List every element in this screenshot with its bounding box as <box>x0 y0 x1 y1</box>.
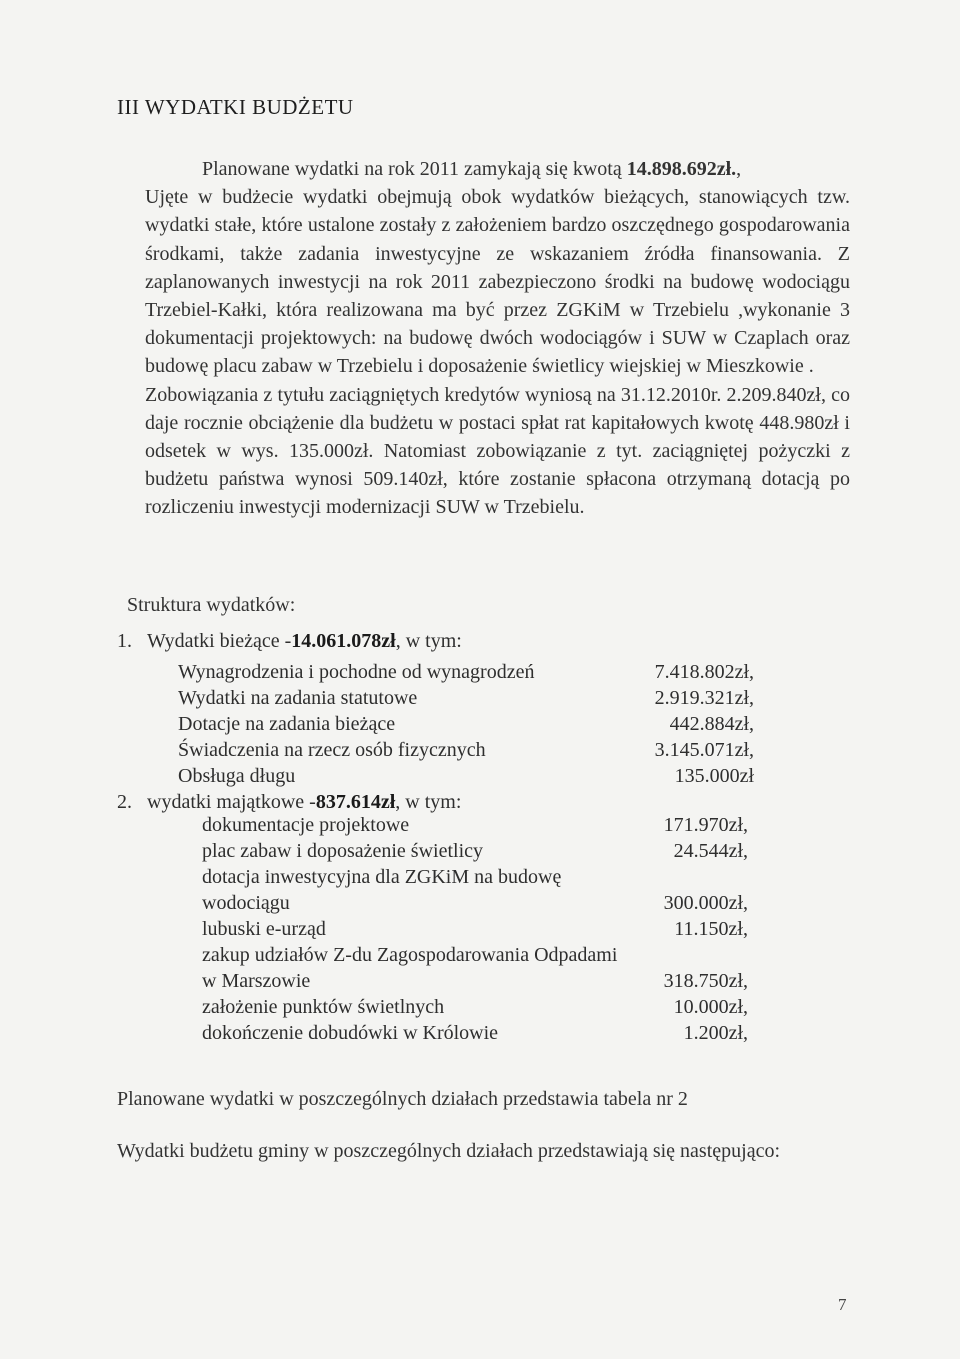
intro-paragraph-2: Ujęte w budżecie wydatki obejmują obok wydatków bieżących, stanowiących tzw. wydatki stałe, które ustalone zostały z założeniem bardzo oszczędnego gospodarowania środkami, także zadania inwestycyjne ze wskazaniem źródła finansowania. Z zaplanowanych inwestycji na rok 2011 zabezpieczono środki na budowę wodociągu Trzebiel-Kałki, która realizowana ma być przez ZGKiM w Trzebielu ,wykonanie 3 dokumentacji projektowych: na budowę dwóch wodociągów i SUW w Czaplach oraz budowę placu zabaw w Trzebielu i doposażenie świetlicy wiejskiej w Mieszkowie . <box>145 186 850 378</box>
capital-row-label: dokończenie dobudówki w Królowie <box>202 1022 499 1044</box>
current-amount: 14.061.078zł <box>291 630 396 652</box>
current-row-label: Wydatki na zadania statutowe <box>178 687 418 709</box>
capital-suffix: , w tym: <box>395 791 462 813</box>
capital-row-value: 11.150zł, <box>674 918 748 940</box>
current-row-label: Dotacje na zadania bieżące <box>178 713 396 735</box>
capital-row-value: 1.200zł, <box>683 1022 748 1044</box>
current-label: Wydatki bieżące - <box>147 630 292 652</box>
capital-row-label: założenie punktów świetlnych <box>202 996 445 1018</box>
total-amount: 14.898.692zł. <box>626 158 737 180</box>
capital-row-value: 24.544zł, <box>673 840 748 862</box>
capital-row-label: lubuski e-urząd <box>202 918 326 940</box>
capital-row-label: dokumentacje projektowe <box>202 814 410 836</box>
list-number: 2. <box>117 791 132 813</box>
capital-row-label: wodociągu <box>202 892 290 914</box>
current-row-label: Obsługa długu <box>178 765 296 787</box>
current-row-label: Wynagrodzenia i pochodne od wynagrodzeń <box>178 661 535 683</box>
current-row-value: 3.145.071zł, <box>654 739 754 761</box>
table-reference-text: Planowane wydatki w poszczególnych działach przedstawia tabela nr 2 <box>117 1088 688 1110</box>
intro-text <box>145 155 850 522</box>
structure-title: Struktura wydatków: <box>127 594 296 616</box>
capital-row-label: zakup udziałów Z-du Zagospodarowania Odpadami <box>202 944 618 966</box>
intro-paragraph-3: Zobowiązania z tytułu zaciągniętych kredytów wyniosą na 31.12.2010r. 2.209.840zł, co daje rocznie obciążenie dla budżetu w postaci spłat rat kapitałowych kwotę 448.980zł i odsetek w wys. 135.000zł. Natomiast zobowiązanie z tyt. zaciągniętej pożyczki z budżetu państwa wynosi 509.140zł, które zostanie spłacona otrzymaną dotacją po rozliczeniu inwestycji modernizacji SUW w Trzebielu. <box>145 383 850 519</box>
departments-intro-text: Wydatki budżetu gminy w poszczególnych działach przedstawiają się następująco: <box>117 1140 780 1162</box>
page-number: 7 <box>838 1295 847 1314</box>
capital-row-label: plac zabaw i doposażenie świetlicy <box>202 840 483 862</box>
intro-paragraph-1 <box>145 155 850 183</box>
capital-row-value: 300.000zł, <box>663 892 748 914</box>
capital-row-value: 171.970zł, <box>663 814 748 836</box>
section-heading: III WYDATKI BUDŻETU <box>117 95 354 119</box>
capital-row-label: dotacja inwestycyjna dla ZGKiM na budowę <box>202 866 562 888</box>
current-row-value: 2.919.321zł, <box>654 687 754 709</box>
capital-row-value: 318.750zł, <box>663 970 748 992</box>
intro-text-span: , <box>736 158 742 180</box>
current-row-value: 135.000zł <box>674 765 754 787</box>
current-row-value: 442.884zł, <box>669 713 754 735</box>
capital-expenditure-header <box>117 791 461 814</box>
capital-row-value: 10.000zł, <box>673 996 748 1018</box>
current-expenditure-header <box>117 630 462 653</box>
current-row-value: 7.418.802zł, <box>654 661 754 683</box>
capital-label: wydatki majątkowe - <box>147 791 316 813</box>
current-row-label: Świadczenia na rzecz osób fizycznych <box>178 739 486 761</box>
capital-row-label: w Marszowie <box>202 970 311 992</box>
list-number: 1. <box>117 630 132 652</box>
intro-text-span: Planowane wydatki na rok 2011 zamykają się kwotą <box>202 158 627 180</box>
current-suffix: , w tym: <box>395 630 462 652</box>
capital-amount: 837.614zł <box>315 791 396 813</box>
